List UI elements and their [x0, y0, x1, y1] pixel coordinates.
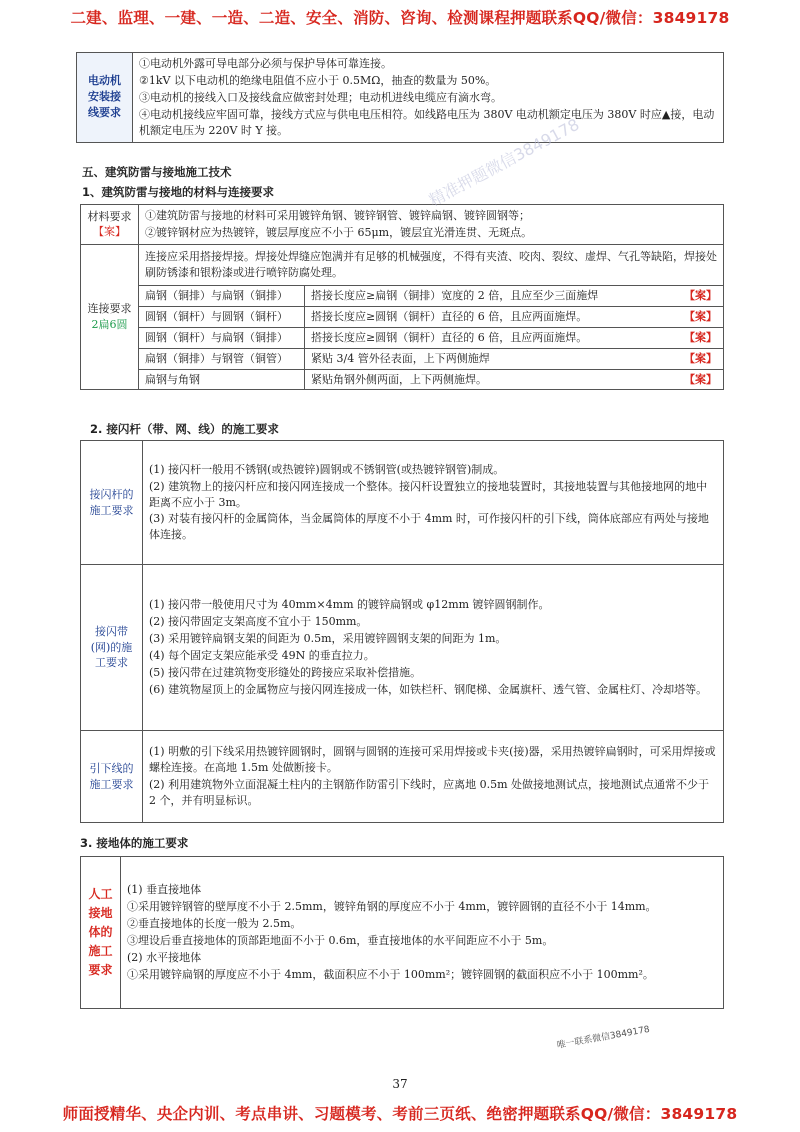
lightning-table	[80, 440, 724, 823]
conn-ans: 【案】	[684, 351, 717, 365]
grounding-item: (2) 水平接地体	[127, 950, 202, 964]
conn-req: 搭接长度应≥圆钢（铜杆）直径的 6 倍，且应两面施焊。	[311, 309, 588, 323]
grounding-item: ①采用镀锌钢管的壁厚度不小于 2.5mm，镀锌角钢的厚度应不小于 4mm，镀锌圆钢的直径不小于 14mm。	[127, 900, 657, 914]
materials-item: ②镀锌钢材应为热镀锌，镀层厚度应不小于 65μm，镀层宜光滑连贯、无斑点。	[145, 225, 533, 239]
conn-pair: 扁钢（铜排）与钢管（铜管）	[139, 348, 305, 369]
bottom-banner: 师面授精华、央企内训、考点串讲、习题模考、考前三页纸、绝密押题联系QQ/微信：3849178	[62, 1105, 738, 1123]
belt-item: (5) 接闪带在过建筑物变形缝处的跨接应采取补偿措施。	[149, 665, 422, 679]
rod-item: (3) 对装有接闪杆的金属筒体，当金属筒体的厚度不小于 4mm 时，可作接闪杆的引下线，筒体底部应有两处与接地体连接。	[149, 512, 709, 542]
connection-label: 连接要求	[87, 302, 132, 316]
conn-req: 搭接长度应≥圆钢（铜杆）直径的 6 倍，且应两面施焊。	[311, 330, 588, 344]
belt-content	[143, 565, 724, 731]
sub3-title: 3. 接地体的施工要求	[80, 836, 189, 850]
motor-item: ②1kV 以下电动机的绝缘电阻值不应小于 0.5MΩ，抽查的数量为 50%。	[139, 73, 497, 87]
section5-title: 五、建筑防雷与接地施工技术	[82, 165, 232, 179]
connection-note: 2扁6圆	[91, 318, 128, 332]
grounding-item: (1) 垂直接地体	[127, 883, 202, 897]
conn-req-cell	[305, 285, 724, 306]
motor-item: ④电动机接线应牢固可靠，接线方式应与供电电压相符。如线路电压为 380V 电动机额定电压为 380V 时应▲接，电动机额定电压为 220V 时 Y 接。	[139, 107, 715, 137]
materials-label-cell	[81, 205, 139, 245]
conn-req-cell	[305, 348, 724, 369]
conn-req: 紧贴角钢外侧两面，上下两侧施焊。	[311, 372, 487, 386]
conn-ans: 【案】	[684, 309, 717, 323]
materials-table	[80, 204, 724, 390]
connection-intro: 连接应采用搭接焊接。焊接处焊缝应饱满并有足够的机械强度，不得有夹渣、咬肉、裂纹、虚焊、气孔等缺陷，焊接处刷防锈漆和银粉漆或进行喷锌防腐处理。	[139, 244, 724, 285]
conn-ans: 【案】	[684, 288, 717, 302]
motor-content	[133, 53, 724, 143]
downlead-content	[143, 731, 724, 823]
motor-table	[76, 52, 724, 143]
motor-item: ①电动机外露可导电部分必须与保护导体可靠连接。	[139, 57, 392, 70]
grounding-item: ③埋设后垂直接地体的顶部距地面不小于 0.6m，垂直接地体的水平间距应不小于 5m。	[127, 934, 554, 947]
conn-req: 搭接长度应≥扁钢（铜排）宽度的 2 倍，且应至少三面施焊	[311, 288, 599, 302]
rod-item: (1) 接闪杆一般用不锈钢(或热镀锌)圆钢或不锈钢管(或热镀锌钢管)制成。	[149, 462, 505, 476]
conn-req-cell	[305, 369, 724, 390]
watermark-small: 唯一联系微信3849178	[556, 1024, 651, 1052]
materials-note: 【案】	[93, 225, 126, 239]
sub1-title: 1、建筑防雷与接地的材料与连接要求	[82, 185, 274, 199]
conn-ans: 【案】	[684, 330, 717, 344]
rod-label: 接闪杆的施工要求	[81, 441, 143, 565]
conn-req-cell	[305, 306, 724, 327]
conn-pair: 扁钢与角钢	[139, 369, 305, 390]
conn-pair: 圆钢（铜杆）与圆钢（铜杆）	[139, 306, 305, 327]
top-banner: 二建、监理、一建、一造、二造、安全、消防、咨询、检测课程押题联系QQ/微信：3849178	[70, 9, 730, 27]
belt-item: (4) 每个固定支架应能承受 49N 的垂直拉力。	[149, 649, 375, 662]
conn-req-cell	[305, 327, 724, 348]
connection-label-cell	[81, 244, 139, 390]
materials-item: ①建筑防雷与接地的材料可采用镀锌角钢、镀锌钢管、镀锌扁钢、镀锌圆钢等；	[145, 209, 530, 222]
conn-pair: 圆钢（铜杆）与扁钢（铜排）	[139, 327, 305, 348]
watermark-diagonal: 精准押题微信3849178	[425, 114, 583, 211]
conn-pair: 扁钢（铜排）与扁钢（铜排）	[139, 285, 305, 306]
materials-content	[139, 205, 724, 245]
downlead-item: (2) 利用建筑物外立面混凝土柱内的主钢筋作防雷引下线时，应离地 0.5m 处做接地测试点，接地测试点通常不少于 2 个，并有明显标识。	[149, 778, 709, 807]
conn-ans: 【案】	[684, 372, 717, 386]
page-number: 37	[392, 1077, 408, 1091]
materials-label: 材料要求	[87, 209, 132, 223]
downlead-label: 引下线的施工要求	[81, 731, 143, 823]
grounding-label: 人工接地体的施工要求	[81, 857, 121, 1009]
grounding-item: ①采用镀锌扁钢的厚度应不小于 4mm，截面积应不小于 100mm²；镀锌圆钢的截面积应不小于 100mm²。	[127, 967, 654, 981]
grounding-table	[80, 856, 724, 1009]
conn-req: 紧贴 3/4 管外径表面，上下两侧施焊	[311, 351, 490, 365]
grounding-item: ②垂直接地体的长度一般为 2.5m。	[127, 917, 302, 931]
belt-item: (3) 采用镀锌扁钢支架的间距为 0.5m，采用镀锌圆钢支架的间距为 1m。	[149, 632, 507, 646]
belt-item: (1) 接闪带一般使用尺寸为 40mm×4mm 的镀锌扁钢或 φ12mm 镀锌圆钢制作。	[149, 598, 550, 612]
belt-item: (2) 接闪带固定支架高度不宜小于 150mm。	[149, 615, 368, 629]
downlead-item: (1) 明敷的引下线采用热镀锌圆钢时，圆钢与圆钢的连接可采用焊接或卡夹(接)器，采用热镀锌扁钢时，可采用焊接或螺栓连接。在高地 1.5m 处做断接卡。	[149, 745, 716, 775]
rod-content	[143, 441, 724, 565]
motor-item: ③电动机的接线入口及接线盒应做密封处理；电动机进线电缆应有滴水弯。	[139, 90, 502, 104]
grounding-content	[121, 857, 724, 1009]
belt-item: (6) 建筑物屋顶上的金属物应与接闪网连接成一体，如铁栏杆、钢爬梯、金属旗杆、透气管、金属柱灯、冷却塔等。	[149, 682, 708, 696]
motor-label: 电动机安装接线要求	[77, 53, 133, 143]
rod-item: (2) 建筑物上的接闪杆应和接闪网连接成一个整体。接闪杆设置独立的接地装置时，其接地装置与其他接地网的地中距离不应小于 3m。	[149, 479, 708, 509]
sub2-title: 2. 接闪杆（带、网、线）的施工要求	[90, 422, 279, 436]
belt-label: 接闪带(网)的施工要求	[81, 565, 143, 731]
